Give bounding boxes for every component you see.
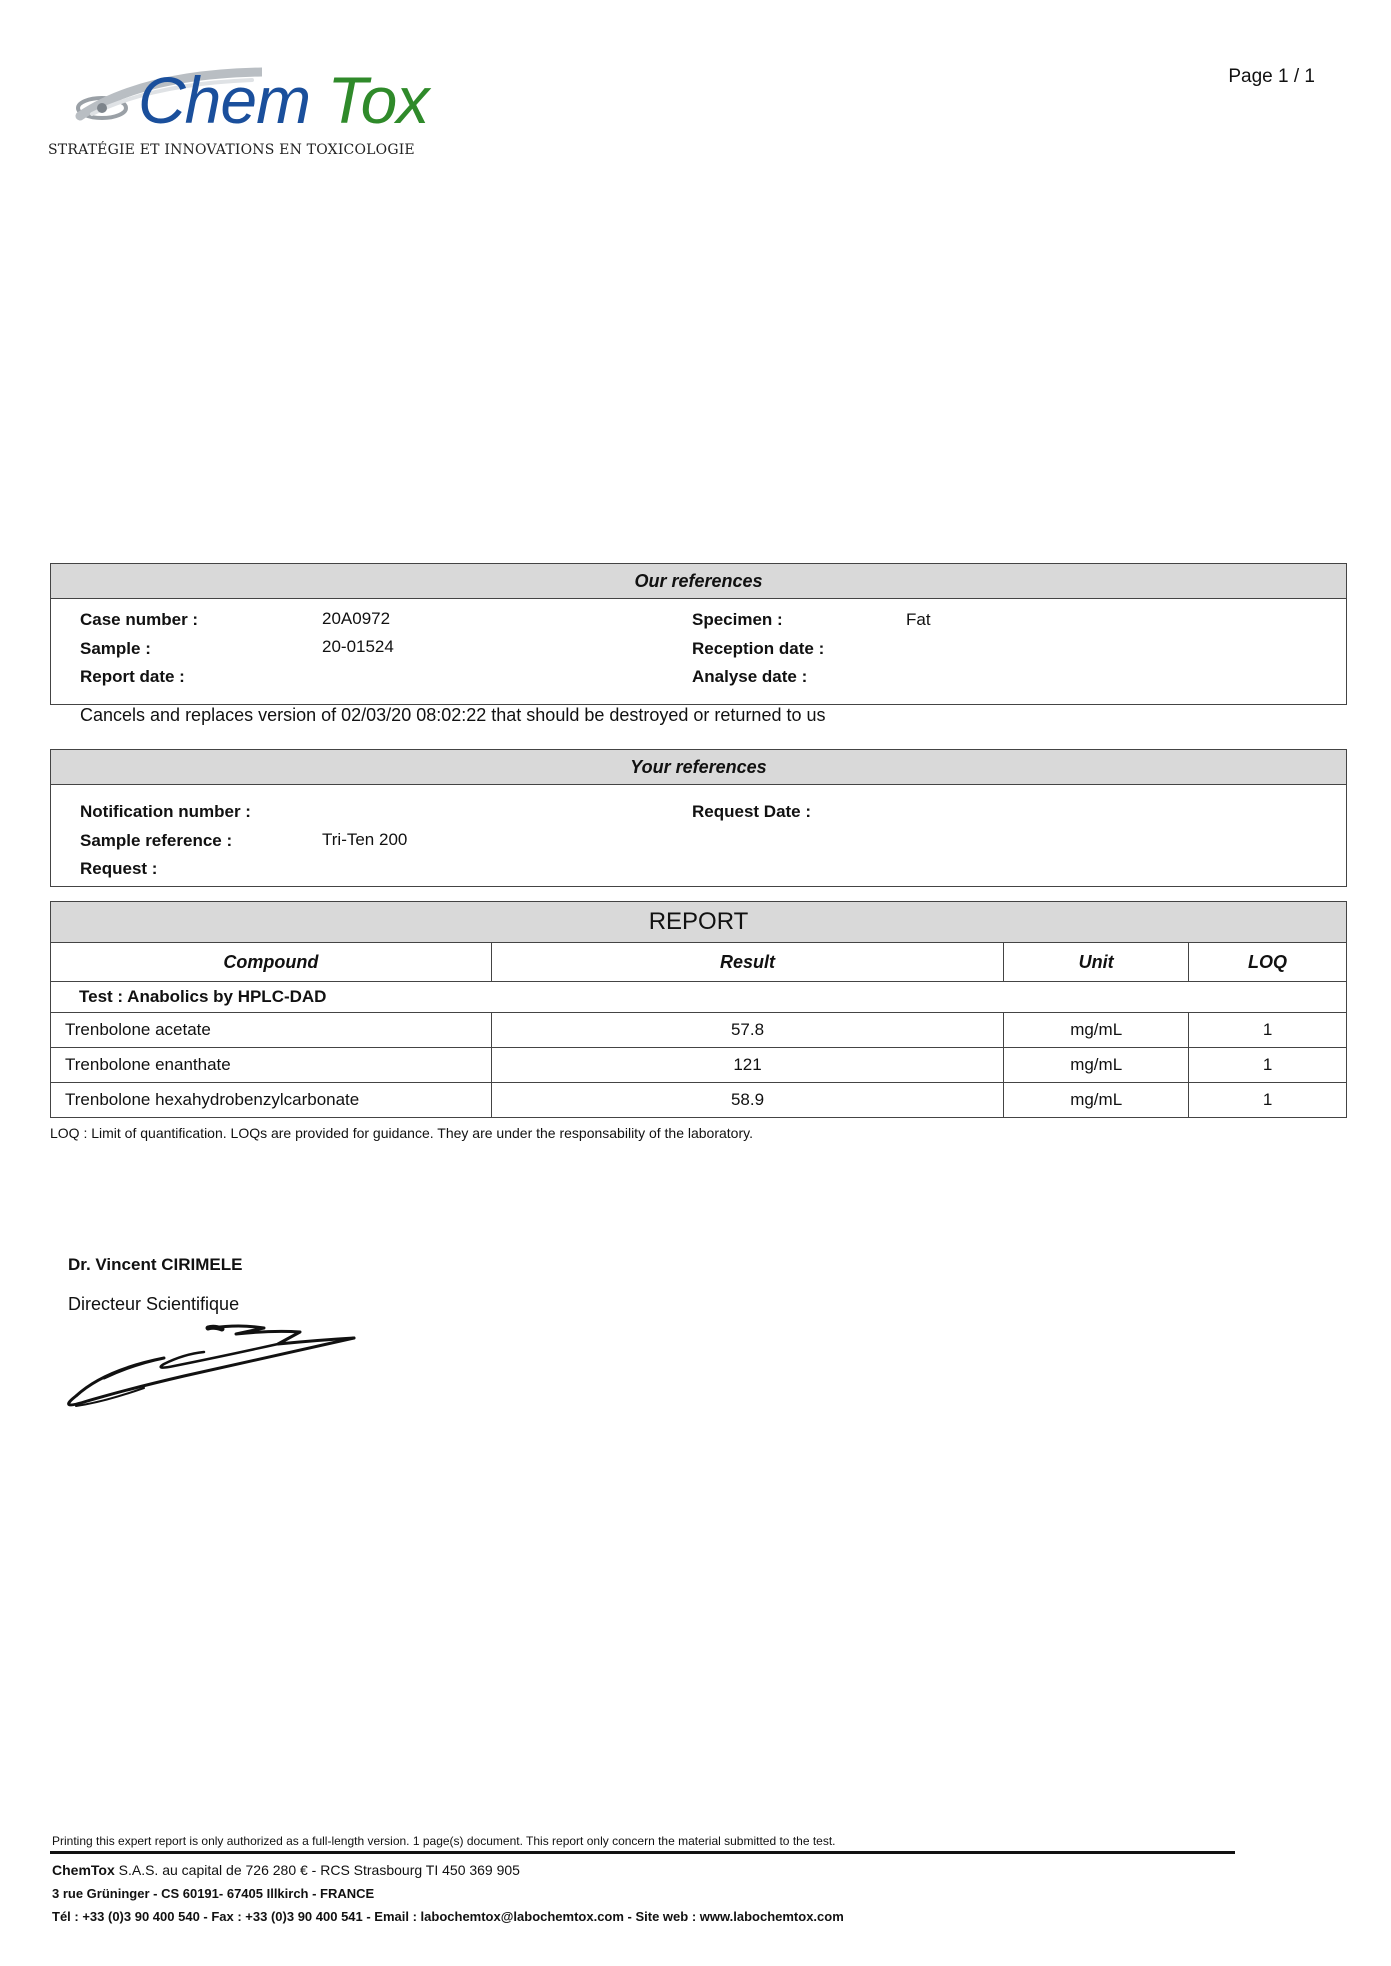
loq-cell: 1 [1189,1083,1347,1118]
col-result: Result [491,943,1004,982]
notification-number-label: Notification number : [80,802,251,821]
our-references-box [50,563,1347,705]
result-cell: 58.9 [491,1083,1004,1118]
report-header-row [51,943,1347,982]
footer-address: 3 rue Grüninger - CS 60191- 67405 Illkirch - FRANCE [52,1886,375,1901]
unit-cell: mg/mL [1004,1048,1189,1083]
test-row [51,982,1347,1013]
your-references-title: Your references [51,750,1346,785]
sample-label: Sample : [80,639,151,658]
compound-cell: Trenbolone acetate [51,1013,492,1048]
request-label: Request : [80,859,158,878]
sample-reference-label: Sample reference : [80,831,233,850]
footer-company-details: S.A.S. au capital de 726 280 € - RCS Strasbourg TI 450 369 905 [114,1862,520,1878]
footer-company-name: ChemTox [52,1862,115,1878]
your-references-box [50,749,1347,887]
footer-contact: Tél : +33 (0)3 90 400 540 - Fax : +33 (0)3 90 400 541 - Email : labochemtox@labochemtox.com - Site web : www.labochemtox.com [52,1909,844,1924]
request-date-label: Request Date : [692,802,812,821]
our-references-title: Our references [51,564,1346,599]
page-number: Page 1 / 1 [1228,66,1315,87]
table-row [51,1048,1347,1083]
table-row [51,1013,1347,1048]
col-unit: Unit [1004,943,1189,982]
specimen-label: Specimen : [692,610,783,629]
logo-tagline: STRATÉGIE ET INNOVATIONS EN TOXICOLOGIE [48,142,415,158]
specimen-value: Fat [906,610,931,629]
logo-chem: Chem [138,63,311,137]
chemtox-logo [48,58,438,168]
reception-date-label: Reception date : [692,639,825,658]
table-row [51,1083,1347,1118]
col-compound: Compound [51,943,492,982]
unit-cell: mg/mL [1004,1013,1189,1048]
footer-company-line [52,1862,520,1878]
logo-wordmark [138,62,428,138]
sample-value: 20-01524 [322,637,394,656]
signatory-name: Dr. Vincent CIRIMELE [68,1255,243,1274]
sample-reference-value: Tri-Ten 200 [322,830,408,849]
report-table [50,901,1347,1118]
case-number-value: 20A0972 [322,609,391,628]
footer-divider [50,1851,1235,1854]
result-cell: 121 [491,1048,1004,1083]
report-date-label: Report date : [80,667,185,686]
cancel-replace-note: Cancels and replaces version of 02/03/20 08:02:22 that should be destroyed or returned to us [80,705,826,725]
test-label: Test : Anabolics by HPLC-DAD [51,982,1347,1013]
logo-tox: Tox [327,63,429,137]
result-cell: 57.8 [491,1013,1004,1048]
compound-cell: Trenbolone enanthate [51,1048,492,1083]
analyse-date-label: Analyse date : [692,667,808,686]
footer-note: Printing this expert report is only authorized as a full-length version. 1 page(s) document. This report only concern the material submitted to the test. [52,1834,836,1848]
signature-image [64,1318,364,1428]
loq-note: LOQ : Limit of quantification. LOQs are provided for guidance. They are under the responsability of the laboratory. [50,1125,753,1141]
report-title: REPORT [51,902,1347,943]
col-loq: LOQ [1189,943,1347,982]
case-number-label: Case number : [80,610,199,629]
loq-cell: 1 [1189,1048,1347,1083]
signatory-title: Directeur Scientifique [68,1294,240,1314]
compound-cell: Trenbolone hexahydrobenzylcarbonate [51,1083,492,1118]
unit-cell: mg/mL [1004,1083,1189,1118]
loq-cell: 1 [1189,1013,1347,1048]
